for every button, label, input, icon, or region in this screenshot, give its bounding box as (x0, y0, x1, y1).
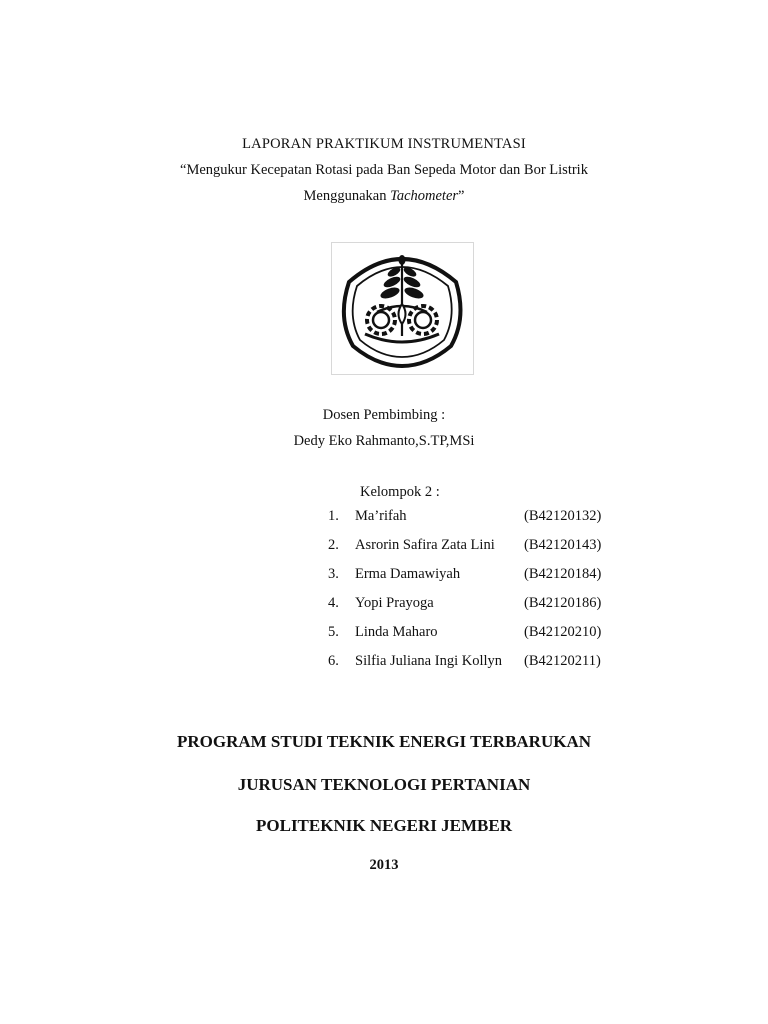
subtitle-italic-term: Tachometer (390, 188, 459, 204)
member-number: 4. (328, 595, 339, 611)
study-program: PROGRAM STUDI TEKNIK ENERGI TERBARUKAN (176, 732, 592, 751)
report-title: LAPORAN PRAKTIKUM INSTRUMENTASI (242, 136, 526, 152)
report-subtitle-line1: “Mengukur Kecepatan Rotasi pada Ban Sepeda Motor dan Bor Listrik (180, 162, 588, 178)
supervisor-name: Dedy Eko Rahmanto,S.TP,MSi (293, 433, 475, 449)
member-number: 3. (328, 566, 339, 582)
member-id: (B42120210) (524, 624, 602, 640)
member-number: 2. (328, 537, 339, 553)
group-label: Kelompok 2 : (360, 484, 440, 500)
member-number: 1. (328, 508, 339, 524)
member-number: 5. (328, 624, 339, 640)
department: JURUSAN TEKNOLOGI PERTANIAN (237, 775, 531, 794)
member-number: 6. (328, 653, 339, 669)
subtitle-suffix: ” (458, 188, 465, 204)
list-item (0, 595, 768, 617)
member-name: Linda Maharo (355, 624, 438, 640)
list-item (0, 537, 768, 559)
list-item (0, 624, 768, 646)
subtitle-prefix: Menggunakan (303, 188, 391, 204)
list-item (0, 653, 768, 675)
member-id: (B42120186) (524, 595, 602, 611)
supervisor-label: Dosen Pembimbing : (322, 407, 446, 423)
member-name: Yopi Prayoga (355, 595, 434, 611)
member-name: Erma Damawiyah (355, 566, 461, 582)
member-id: (B42120132) (524, 508, 602, 524)
member-id: (B42120211) (524, 653, 601, 669)
list-item (0, 566, 768, 588)
list-item (0, 508, 768, 530)
university-emblem-icon (331, 242, 474, 375)
member-id: (B42120143) (524, 537, 602, 553)
member-name: Ma’rifah (355, 508, 407, 524)
member-name: Silfia Juliana Ingi Kollyn (355, 653, 502, 669)
report-year: 2013 (369, 857, 399, 873)
member-name: Asrorin Safira Zata Lini (355, 537, 495, 553)
member-id: (B42120184) (524, 566, 602, 582)
report-subtitle-line2 (0, 188, 768, 205)
institution-name: POLITEKNIK NEGERI JEMBER (256, 816, 512, 835)
